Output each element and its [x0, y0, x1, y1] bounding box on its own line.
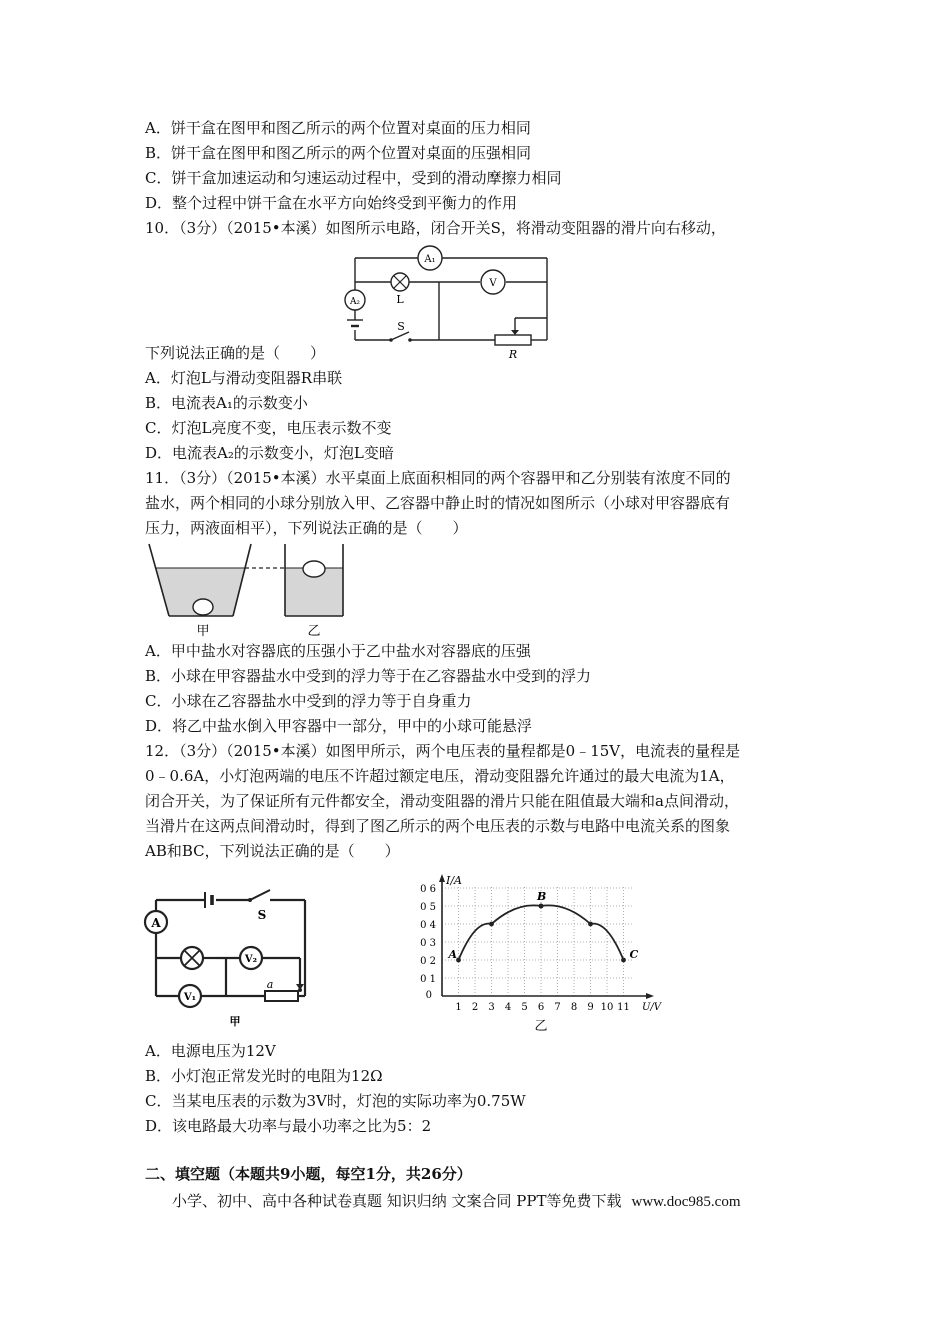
q9-option-d: D．整个过程中饼干盒在水平方向始终受到平衡力的作用	[145, 194, 518, 212]
q11-stem-line-1: 11．（3分）（2015•本溪）水平桌面上底面积相同的两个容器甲和乙分别装有浓度不同的	[145, 469, 731, 487]
x-tick-label-3: 3	[488, 1002, 495, 1013]
circuit-v2-label: V₂	[244, 954, 258, 965]
x-tick-label-10: 10	[600, 1002, 614, 1013]
series-bc-point-0	[539, 904, 544, 909]
q10-option-b: B．电流表A₁的示数变小	[145, 394, 308, 412]
container-jia-label: 甲	[196, 624, 210, 639]
x-tick-label-9: 9	[587, 1002, 594, 1013]
x-tick-label-6: 6	[537, 1002, 545, 1013]
circuit-v1-label: V₁	[183, 992, 197, 1003]
ammeter-a1-label: A₁	[424, 254, 436, 265]
current-voltage-chart	[400, 868, 700, 1038]
q10-option-d: D．电流表A₂的示数变小，灯泡L变暗	[145, 444, 394, 462]
y-tick-label-2: 0 3	[420, 938, 436, 949]
q12-option-a: A．电源电压为12V	[145, 1042, 276, 1060]
q12-stem-line-1: 12．（3分）（2015•本溪）如图甲所示，两个电压表的量程都是0﹣15V，电流表的量程是	[145, 742, 741, 760]
q10-stem-2: 下列说法正确的是（ ）	[145, 344, 326, 362]
series-ab-point-1	[489, 922, 494, 927]
q12-stem-line-3: 闭合开关，为了保证所有元件都安全，滑动变阻器的滑片只能在阻值最大端和a点间滑动，	[145, 792, 739, 810]
y-tick-label-0: 0 1	[420, 974, 436, 985]
q11-containers-figure	[145, 540, 355, 640]
container-yi-label: 乙	[307, 624, 321, 639]
q10-stem: 10．（3分）（2015•本溪）如图所示电路，闭合开关S，将滑动变阻器的滑片向右移动，	[145, 219, 726, 237]
x-tick-label-2: 2	[471, 1002, 479, 1013]
y-tick-label-5: 0 6	[420, 884, 436, 895]
q12-circuit-jia	[140, 880, 330, 1030]
circuit-ammeter-label: A	[151, 916, 161, 930]
footer-text: 小学、初中、高中各种试卷真题 知识归纳 文案合同 PPT等免费下载	[172, 1192, 622, 1210]
q12-chart-yi	[400, 868, 700, 1038]
footer-site-link[interactable]: www.doc985.com	[631, 1194, 741, 1210]
q12-stem-line-2: 0﹣0.6A，小灯泡两端的电压不许超过额定电压，滑动变阻器允许通过的最大电流为1A，	[145, 767, 735, 785]
q11-stem-line-3: 压力，两液面相平），下列说法正确的是（ ）	[145, 519, 468, 537]
x-tick-label-1: 1	[455, 1002, 462, 1013]
point-label-b: B	[537, 890, 547, 903]
x-tick-label-4: 4	[504, 1002, 512, 1013]
ammeter-a2-label: A₂	[349, 297, 361, 307]
rheostat-symbol	[495, 335, 531, 345]
q9-option-c: C．饼干盒加速运动和匀速运动过程中，受到的滑动摩擦力相同	[145, 169, 562, 187]
q11-option-b: B．小球在甲容器盐水中受到的浮力等于在乙容器盐水中受到的浮力	[145, 667, 592, 685]
q10-option-a: A．灯泡L与滑动变阻器R串联	[145, 369, 343, 387]
series-ab	[459, 905, 542, 960]
circuit-point-a-label: a	[266, 978, 274, 991]
q9-option-a: A．饼干盒在图甲和图乙所示的两个位置对桌面的压力相同	[145, 119, 531, 137]
x-axis-arrow	[646, 993, 654, 999]
section-2-heading: 二、填空题（本题共9小题，每空1分，共26分）	[145, 1165, 472, 1183]
q11-option-c: C．小球在乙容器盐水中受到的浮力等于自身重力	[145, 692, 472, 710]
circuit-caption: 甲	[229, 1015, 241, 1028]
q12-option-c: C．当某电压表的示数为3V时，灯泡的实际功率为0.75W	[145, 1092, 526, 1110]
x-tick-label-7: 7	[554, 1002, 561, 1013]
q11-stem-line-2: 盐水，两个相同的小球分别放入甲、乙容器中静止时的情况如图所示（小球对甲容器底有	[145, 494, 731, 512]
q12-stem-line-4: 当滑片在这两点间滑动时，得到了图乙所示的两个电压表的示数与电路中电流关系的图象	[145, 817, 731, 835]
point-label-c: C	[629, 948, 639, 961]
x-tick-label-8: 8	[570, 1002, 578, 1013]
q12-option-d: D．该电路最大功率与最小功率之比为5：2	[145, 1117, 432, 1135]
ball-yi	[303, 561, 325, 577]
voltmeter-label: V	[489, 278, 497, 289]
chart-caption: 乙	[534, 1019, 548, 1034]
y-axis-label: I/A	[446, 874, 462, 887]
series-bc-point-2	[621, 958, 626, 963]
y-tick-label-1: 0 2	[420, 956, 436, 967]
q10-circuit-diagram	[335, 238, 560, 363]
series-bc	[541, 905, 624, 960]
circuit-switch-label: S	[257, 908, 267, 922]
footer	[172, 1190, 741, 1213]
x-axis-label: U/V	[642, 1002, 662, 1013]
lamp-label: L	[396, 293, 404, 306]
q12-option-b: B．小灯泡正常发光时的电阻为12Ω	[145, 1067, 383, 1085]
q11-option-d: D．将乙中盐水倒入甲容器中一部分，甲中的小球可能悬浮	[145, 717, 533, 735]
switch-label: S	[397, 320, 405, 333]
origin-label: 0	[425, 990, 432, 1001]
circuit-rheostat-symbol	[265, 991, 298, 1001]
q12-stem-line-5: AB和BC，下列说法正确的是（ ）	[145, 842, 400, 860]
point-label-a: A	[448, 948, 458, 961]
y-tick-label-4: 0 5	[420, 902, 436, 913]
x-tick-label-11: 11	[617, 1002, 630, 1013]
rheostat-label: R	[508, 348, 518, 361]
q9-option-b: B．饼干盒在图甲和图乙所示的两个位置对桌面的压强相同	[145, 144, 532, 162]
ball-jia	[193, 599, 213, 615]
x-tick-label-5: 5	[521, 1002, 528, 1013]
y-axis-arrow	[439, 874, 445, 882]
y-tick-label-3: 0 4	[420, 920, 436, 931]
q10-option-c: C．灯泡L亮度不变，电压表示数不变	[145, 419, 392, 437]
series-bc-point-1	[588, 922, 593, 927]
q11-option-a: A．甲中盐水对容器底的压强小于乙中盐水对容器底的压强	[145, 642, 531, 660]
